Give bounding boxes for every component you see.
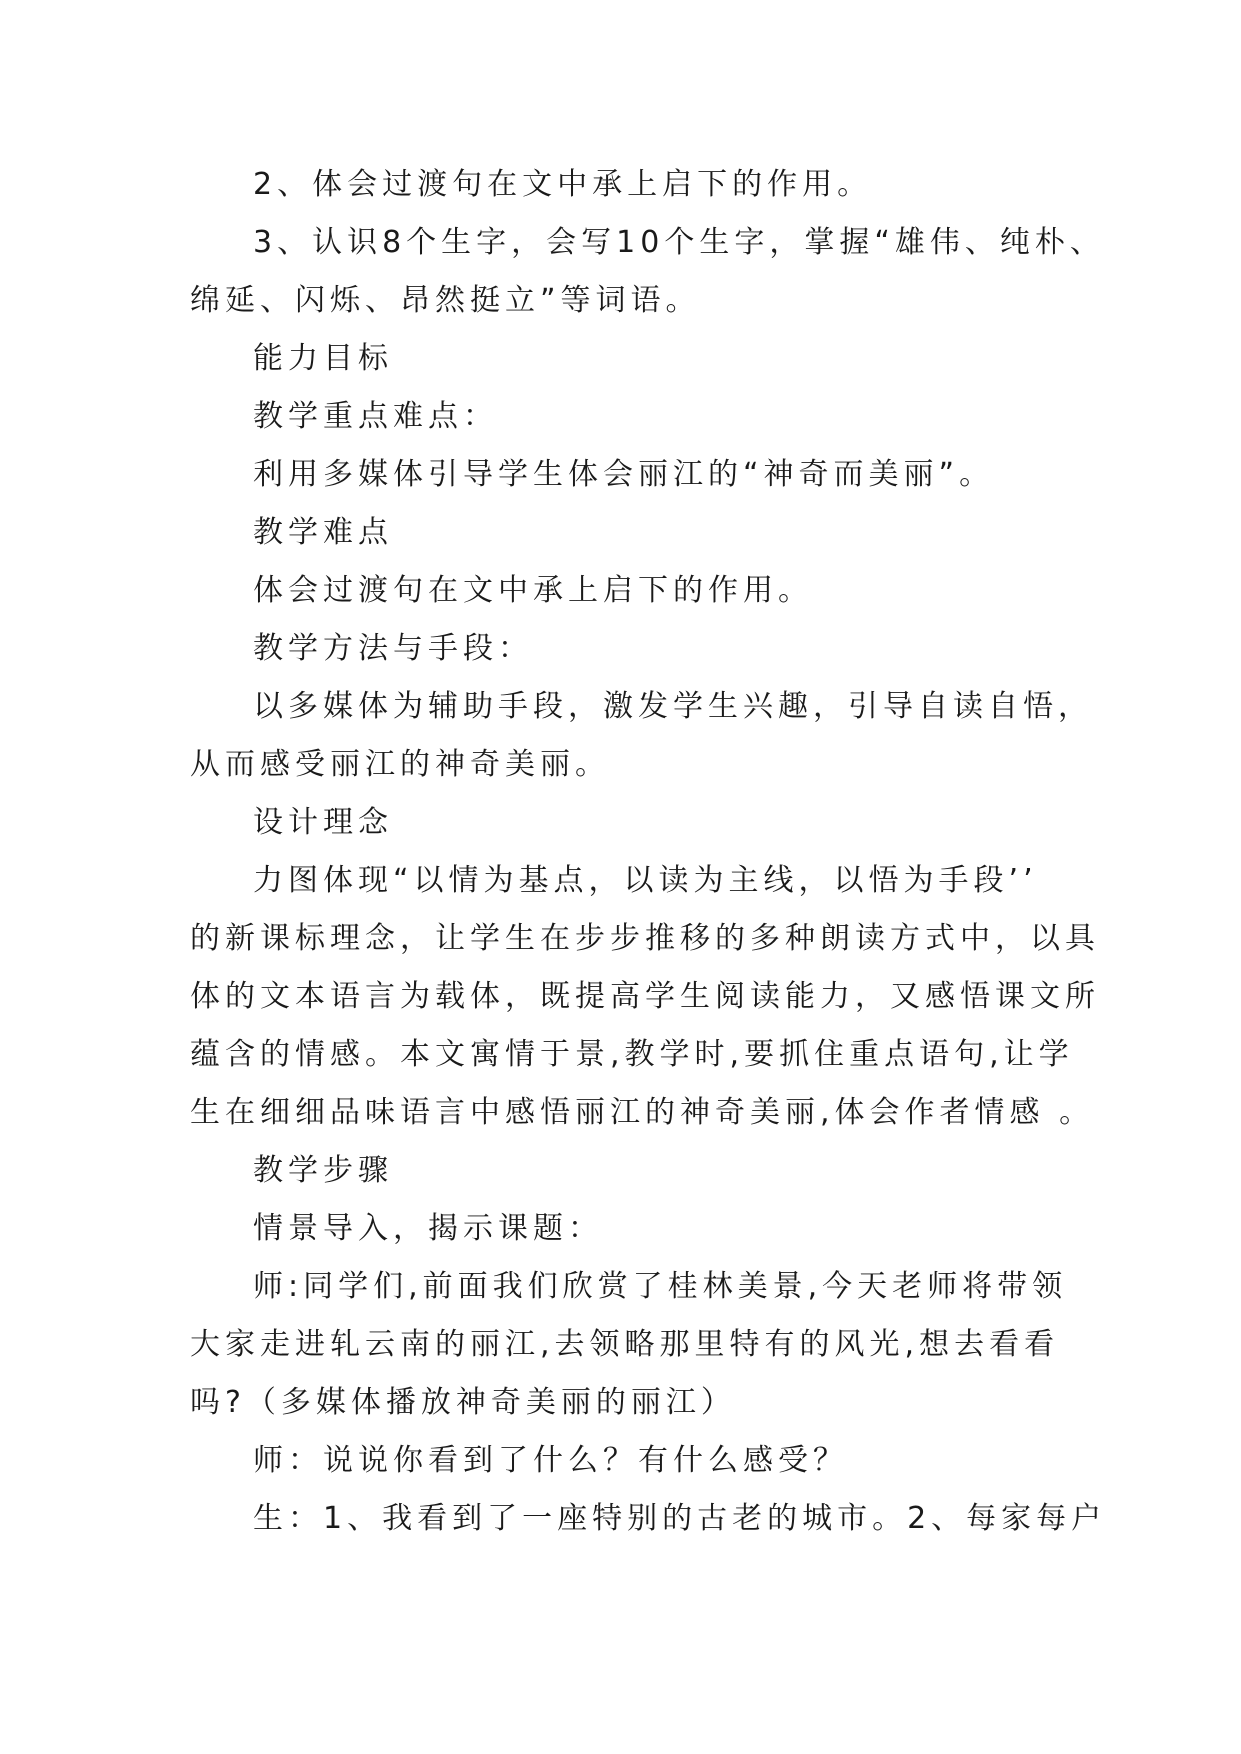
paragraph-line: 利用多媒体引导学生体会丽江的“神奇而美丽”。 (253, 457, 995, 492)
paragraph-line: 体的文本语言为载体，既提高学生阅读能力，又感悟课文所 (190, 979, 1100, 1014)
section-heading: 情景导入，揭示课题： (253, 1211, 603, 1246)
paragraph-line: 生：1、我看到了一座特别的古老的城市。2、每家每户 (253, 1501, 1107, 1536)
paragraph-line: 3、认识8个生字，会写10个生字，掌握“雄伟、纯朴、 (253, 225, 1105, 260)
section-heading: 教学步骤 (253, 1153, 393, 1188)
paragraph-line: 蕴含的情感。本文寓情于景,教学时,要抓住重点语句,让学 (190, 1037, 1074, 1072)
paragraph-line: 从而感受丽江的神奇美丽。 (190, 747, 610, 782)
paragraph-line: 师:同学们,前面我们欣赏了桂林美景,今天老师将带领 (253, 1269, 1068, 1304)
paragraph-line: 大家走进轧云南的丽江,去领略那里特有的风光,想去看看 (190, 1327, 1060, 1362)
paragraph-line: 生在细细品味语言中感悟丽江的神奇美丽,体会作者情感 。 (190, 1095, 1095, 1130)
paragraph-line: 2、体会过渡句在文中承上启下的作用。 (253, 167, 873, 202)
paragraph-line: 以多媒体为辅助手段，激发学生兴趣，引导自读自悟， (253, 689, 1093, 724)
paragraph-line: 的新课标理念，让学生在步步推移的多种朗读方式中，以具 (190, 921, 1100, 956)
paragraph-line: 吗?（多媒体播放神奇美丽的丽江） (190, 1385, 736, 1420)
section-heading: 能力目标 (253, 341, 393, 376)
paragraph-line: 力图体现“以情为基点，以读为主线，以悟为手段’’ (253, 863, 1038, 898)
paragraph-line: 师：说说你看到了什么？有什么感受？ (253, 1443, 848, 1478)
section-heading: 教学重点难点： (253, 399, 498, 434)
paragraph-line: 绵延、闪烁、昂然挺立”等词语。 (190, 283, 701, 318)
section-heading: 教学方法与手段： (253, 631, 533, 666)
section-heading: 教学难点 (253, 515, 393, 550)
section-heading: 设计理念 (253, 805, 393, 840)
paragraph-line: 体会过渡句在文中承上启下的作用。 (253, 573, 813, 608)
